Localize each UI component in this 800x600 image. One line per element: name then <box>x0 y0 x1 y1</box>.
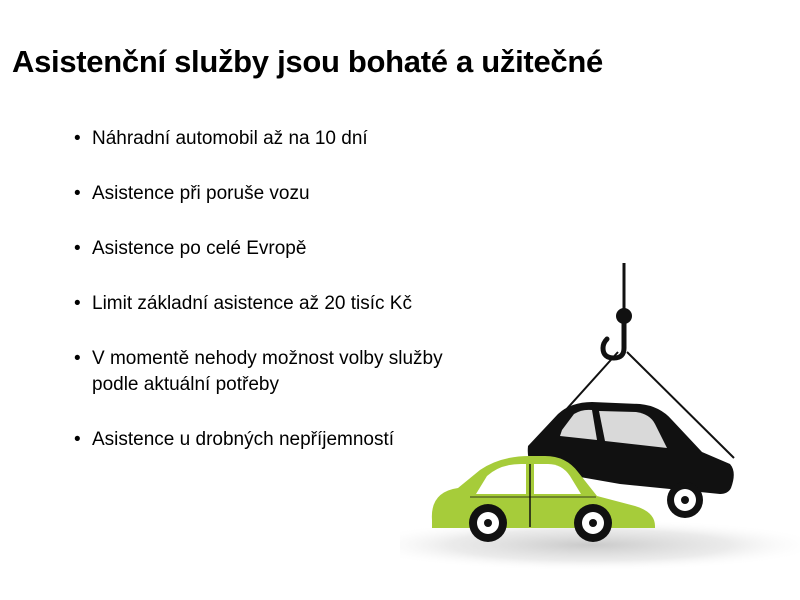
bullet-item: • Asistence při poruše vozu <box>74 181 454 207</box>
bullet-item: • Asistence u drobných nepříjemností <box>74 427 454 453</box>
bullet-item: • V momentě nehody možnost volby služby podle aktuální potřeby <box>74 346 454 398</box>
bullet-list <box>74 126 454 482</box>
tow-crane-cars-illustration <box>400 255 800 600</box>
bullet-item: • Limit základní asistence až 20 tisíc Kč <box>74 291 454 317</box>
slide-title: Asistenční služby jsou bohaté a užitečné <box>12 44 603 79</box>
bullet-item: • Náhradní automobil až na 10 dní <box>74 126 454 152</box>
bullet-item: • Asistence po celé Evropě <box>74 236 454 262</box>
